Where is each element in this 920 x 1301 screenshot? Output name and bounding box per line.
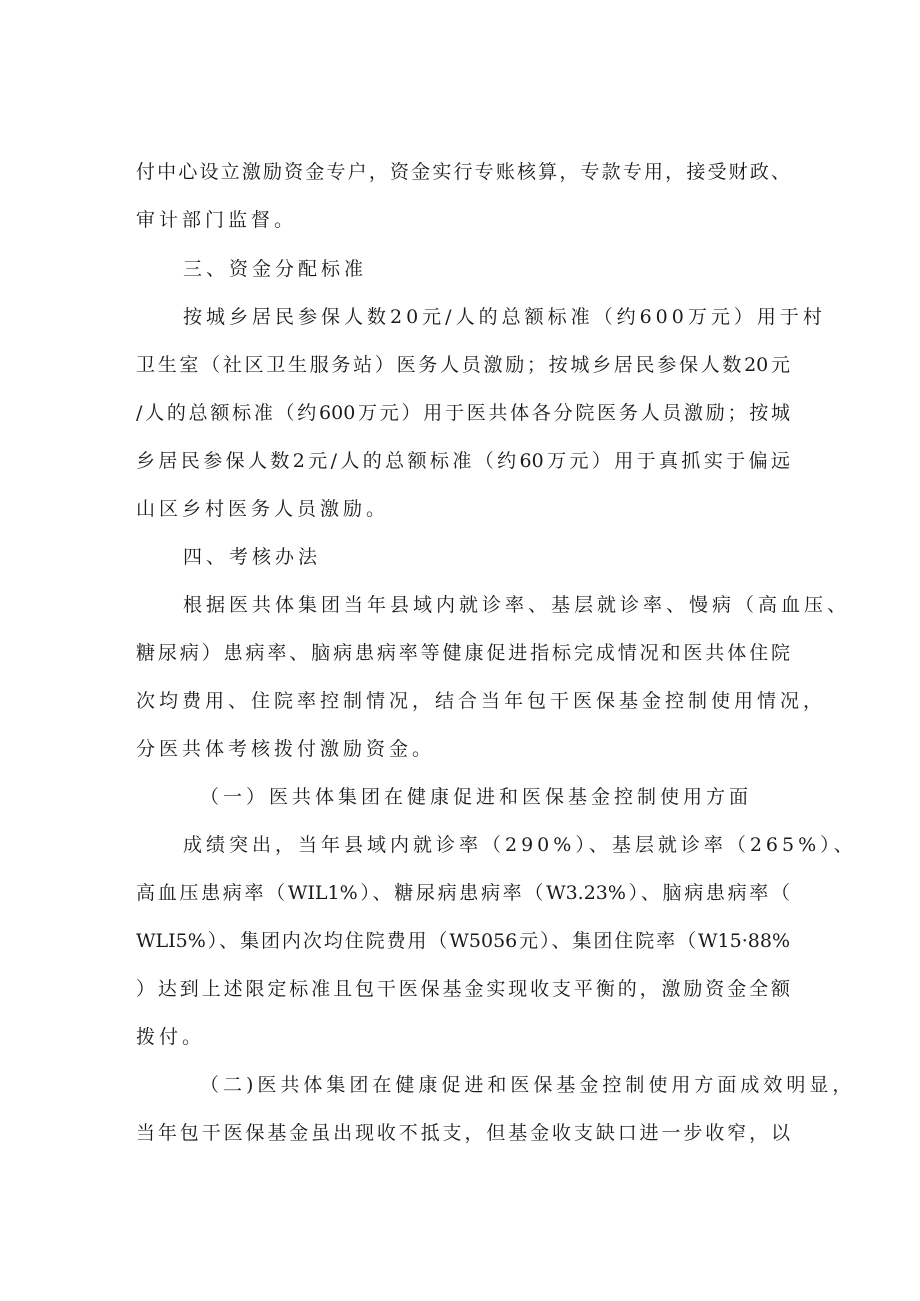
section-heading: 三、资金分配标准 [183, 258, 368, 280]
subsection-heading: （二)医共体集团在健康促进和医保基金控制使用方面成效明显， [200, 1074, 856, 1096]
text-line: ）达到上述限定标准且包干医保基金实现收支平衡的，激励资金全额 [136, 978, 790, 1000]
section-heading: 四、考核办法 [183, 546, 322, 568]
text-line: 拨付。 [136, 1026, 206, 1048]
text-line: 按城乡居民参保人数20元/人的总额标准（约600万元）用于村 [183, 306, 826, 328]
text-line: 卫生室（社区卫生服务站）医务人员激励；按城乡居民参保人数20元 [136, 354, 790, 376]
text-line: 分医共体考核拨付激励资金。 [136, 738, 436, 760]
text-line: 成绩突出，当年县域内就诊率（290%）、基层就诊率（265%）、 [183, 834, 857, 856]
text-line: 高血压患病率（WIL1%）、糖尿病患病率（W3.23%）、脑病患病率（ [136, 882, 790, 904]
text-line: 乡居民参保人数2元/人的总额标准（约60万元）用于真抓实于偏远 [136, 450, 790, 472]
text-line: WLI5%）、集团内次均住院费用（W5056元）、集团住院率（W15·88% [136, 930, 790, 952]
subsection-heading: （一）医共体集团在健康促进和医保基金控制使用方面 [200, 786, 753, 808]
text-line: /人的总额标准（约600万元）用于医共体各分院医务人员激励；按城 [136, 402, 790, 424]
text-line: 付中心设立激励资金专户，资金实行专账核算，专款专用，接受财政、 [136, 161, 790, 183]
text-line: 次均费用、住院率控制情况，结合当年包干医保基金控制使用情况， [136, 690, 827, 712]
text-line: 审计部门监督。 [136, 209, 298, 231]
text-line: 糖尿病）患病率、脑病患病率等健康促进指标完成情况和医共体住院 [136, 642, 790, 664]
text-line: 山区乡村医务人员激励。 [136, 498, 390, 520]
text-line: 当年包干医保基金虽出现收不抵支，但基金收支缺口进一步收窄，以 [136, 1122, 790, 1144]
text-line: 根据医共体集团当年县域内就诊率、基层就诊率、慢病（高血压、 [183, 594, 851, 616]
